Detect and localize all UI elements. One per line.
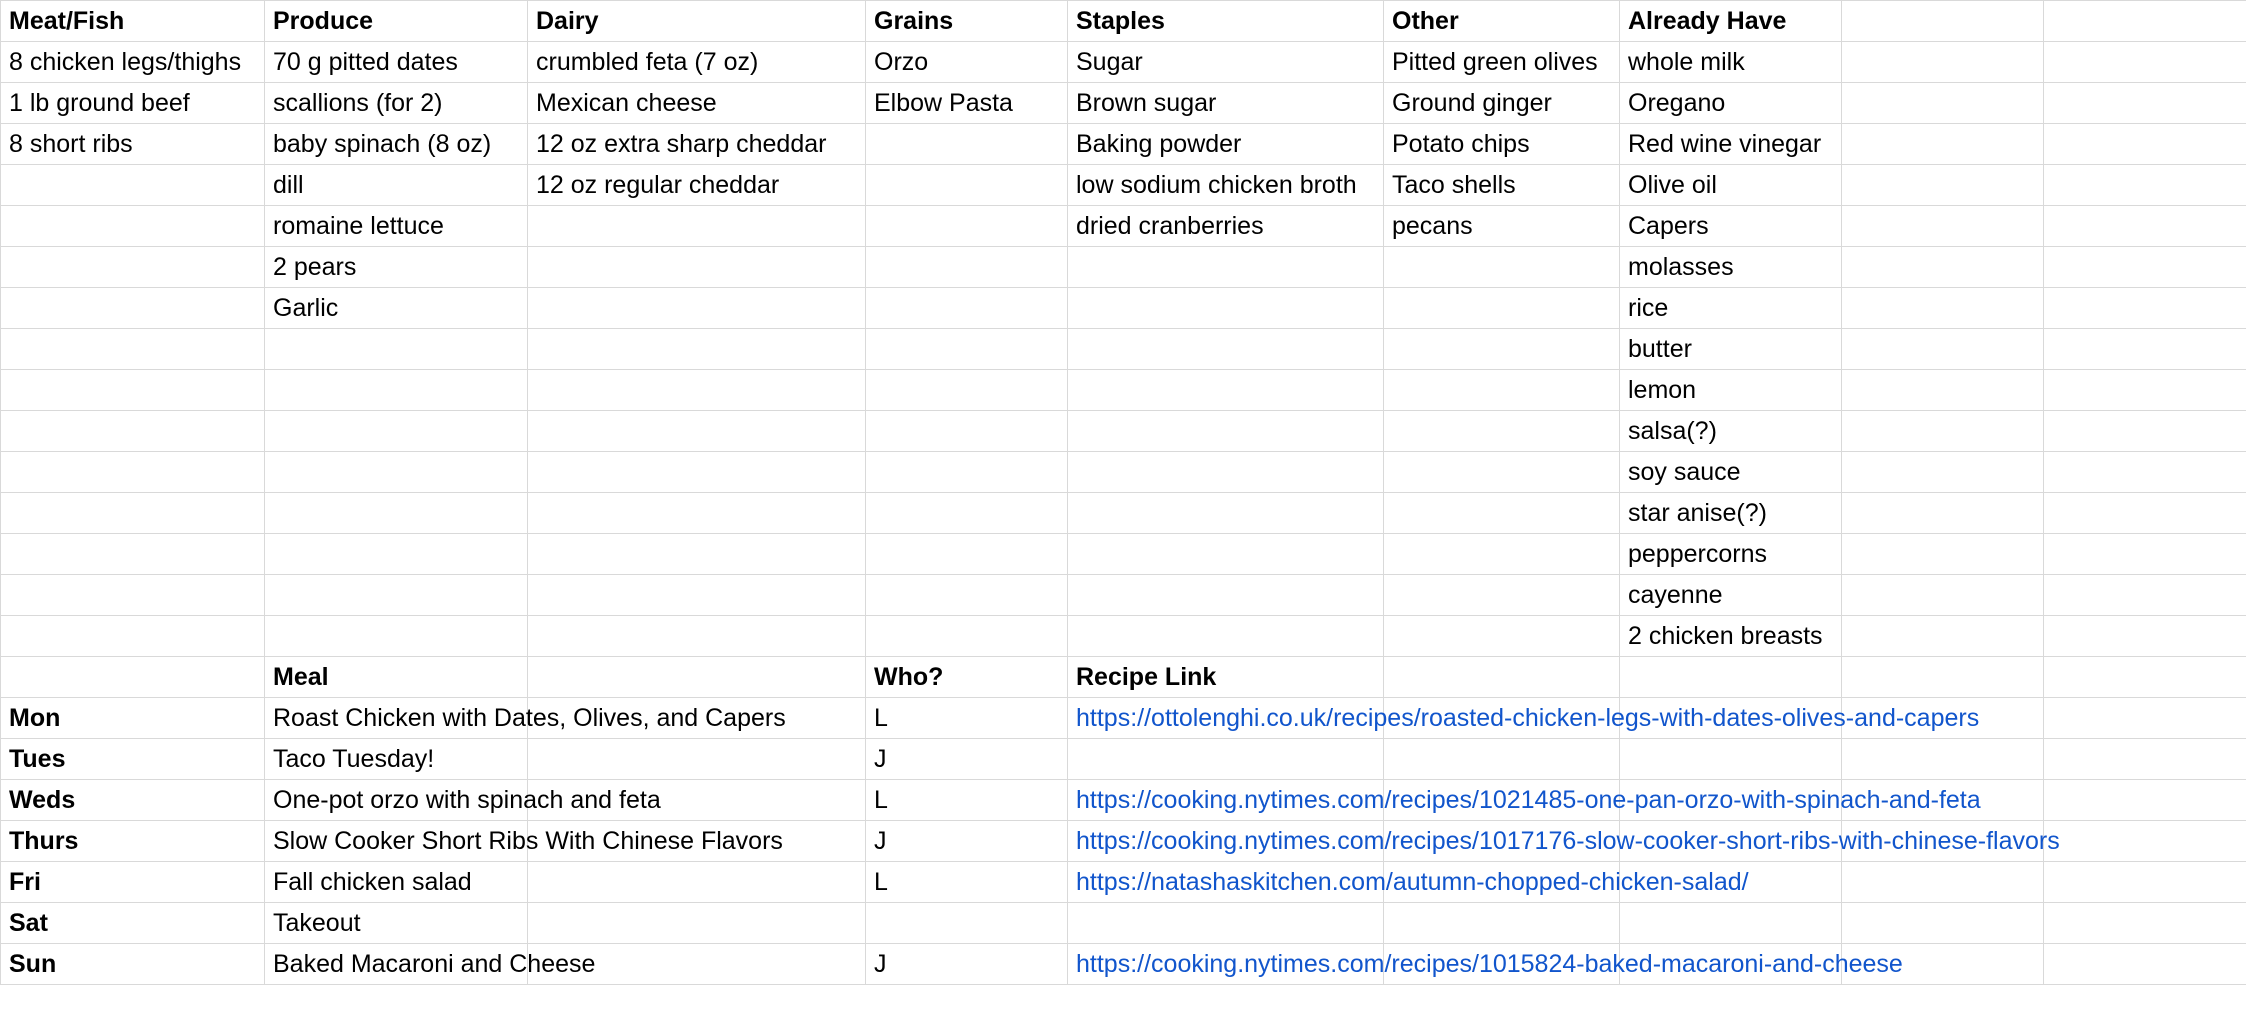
cell-text: One-pot orzo with spinach and feta xyxy=(273,785,661,814)
grocery-cell-staples[interactable] xyxy=(1068,534,1384,575)
grocery-cell-staples[interactable] xyxy=(1068,247,1384,288)
meal-header-blank[interactable] xyxy=(528,657,866,698)
cell-text: Fri xyxy=(9,867,41,896)
grocery-cell-grains[interactable] xyxy=(866,42,1068,83)
meal-day-cell[interactable] xyxy=(1,944,265,985)
cell-text: 8 chicken legs/thighs xyxy=(9,47,242,76)
cell-text: scallions (for 2) xyxy=(273,88,443,117)
grocery-cell-grains[interactable] xyxy=(866,83,1068,124)
grocery-row xyxy=(1,411,2246,452)
header-cell-extra-2[interactable] xyxy=(2044,1,2246,42)
grocery-cell-produce[interactable] xyxy=(265,534,528,575)
grocery-cell-extra-1[interactable] xyxy=(1842,124,2044,165)
meal-blank-cell[interactable] xyxy=(1620,903,1842,944)
grocery-cell-extra-2[interactable] xyxy=(2044,288,2246,329)
cell-text: soy sauce xyxy=(1628,457,1741,486)
grocery-cell-extra-2[interactable] xyxy=(2044,329,2246,370)
grocery-row xyxy=(1,575,2246,616)
grocery-row xyxy=(1,83,2246,124)
cell-text: Ground ginger xyxy=(1392,88,1552,117)
cell-text: dill xyxy=(273,170,304,199)
grocery-cell-produce[interactable] xyxy=(265,575,528,616)
cell-text: Tues xyxy=(9,744,66,773)
grocery-cell-extra-1[interactable] xyxy=(1842,493,2044,534)
grocery-cell-extra-1[interactable] xyxy=(1842,165,2044,206)
grocery-row xyxy=(1,288,2246,329)
grocery-cell-already-have[interactable] xyxy=(1620,206,1842,247)
cell-text: Sun xyxy=(9,949,57,978)
recipe-link[interactable]: https://cooking.nytimes.com/recipes/1015824-baked-macaroni-and-cheese xyxy=(1076,949,1903,978)
grocery-cell-dairy[interactable] xyxy=(528,42,866,83)
cell-text: Dairy xyxy=(536,6,599,35)
cell-text: Mexican cheese xyxy=(536,88,717,117)
grocery-cell-extra-2[interactable] xyxy=(2044,370,2246,411)
grocery-cell-extra-2[interactable] xyxy=(2044,206,2246,247)
meal-name-cell[interactable] xyxy=(265,739,528,780)
grocery-row xyxy=(1,165,2246,206)
cell-text: crumbled feta (7 oz) xyxy=(536,47,759,76)
grocery-cell-grains[interactable] xyxy=(866,452,1068,493)
meal-day-cell[interactable] xyxy=(1,903,265,944)
cell-text: Produce xyxy=(273,6,374,35)
grocery-cell-extra-2[interactable] xyxy=(2044,616,2246,657)
cell-text: Takeout xyxy=(273,908,361,937)
cell-text: Meat/Fish xyxy=(9,6,125,35)
grocery-cell-already-have[interactable] xyxy=(1620,124,1842,165)
grocery-cell-other[interactable] xyxy=(1384,165,1620,206)
cell-text: Pitted green olives xyxy=(1392,47,1598,76)
grocery-cell-staples[interactable] xyxy=(1068,206,1384,247)
grocery-cell-already-have[interactable] xyxy=(1620,247,1842,288)
grocery-cell-meat-fish[interactable] xyxy=(1,493,265,534)
grocery-cell-other[interactable] xyxy=(1384,493,1620,534)
cell-text: Meal xyxy=(273,662,329,691)
meal-blank-cell[interactable] xyxy=(528,862,866,903)
grocery-cell-produce[interactable] xyxy=(265,288,528,329)
grocery-cell-extra-1[interactable] xyxy=(1842,206,2044,247)
grocery-cell-meat-fish[interactable] xyxy=(1,575,265,616)
grocery-cell-extra-2[interactable] xyxy=(2044,42,2246,83)
cell-text: star anise(?) xyxy=(1628,498,1767,527)
grocery-cell-other[interactable] xyxy=(1384,452,1620,493)
grocery-cell-meat-fish[interactable] xyxy=(1,83,265,124)
grocery-cell-dairy[interactable] xyxy=(528,124,866,165)
grocery-row xyxy=(1,452,2246,493)
grocery-cell-staples[interactable] xyxy=(1068,411,1384,452)
grocery-cell-extra-2[interactable] xyxy=(2044,124,2246,165)
grocery-cell-staples[interactable] xyxy=(1068,83,1384,124)
grocery-cell-staples[interactable] xyxy=(1068,575,1384,616)
meal-header-blank[interactable] xyxy=(1842,657,2044,698)
meal-header-row xyxy=(1,657,2246,698)
meal-blank-cell[interactable] xyxy=(1842,903,2044,944)
grocery-cell-meat-fish[interactable] xyxy=(1,329,265,370)
cell-text: Roast Chicken with Dates, Olives, and Capers xyxy=(273,703,786,732)
cell-text: J xyxy=(874,744,887,773)
grocery-cell-grains[interactable] xyxy=(866,124,1068,165)
meal-day-cell[interactable] xyxy=(1,698,265,739)
cell-text: Red wine vinegar xyxy=(1628,129,1822,158)
recipe-link[interactable]: https://natashaskitchen.com/autumn-chopped-chicken-salad/ xyxy=(1076,867,1749,896)
meal-recipe-cell[interactable] xyxy=(1068,862,1749,903)
cell-text: Other xyxy=(1392,6,1459,35)
grocery-cell-extra-1[interactable] xyxy=(1842,452,2044,493)
meal-plan-row xyxy=(1,698,2246,739)
cell-text: 12 oz extra sharp cheddar xyxy=(536,129,827,158)
meal-plan-row xyxy=(1,903,2246,944)
grocery-cell-extra-1[interactable] xyxy=(1842,42,2044,83)
grocery-cell-already-have[interactable] xyxy=(1620,411,1842,452)
meal-who-cell[interactable] xyxy=(866,780,1068,821)
grocery-cell-grains[interactable] xyxy=(866,370,1068,411)
meal-header-blank[interactable] xyxy=(2044,657,2246,698)
grocery-cell-meat-fish[interactable] xyxy=(1,206,265,247)
cell-text: salsa(?) xyxy=(1628,416,1717,445)
grocery-cell-meat-fish[interactable] xyxy=(1,616,265,657)
grocery-cell-other[interactable] xyxy=(1384,247,1620,288)
cell-text: 1 lb ground beef xyxy=(9,88,190,117)
grocery-cell-already-have[interactable] xyxy=(1620,42,1842,83)
cell-text: Taco shells xyxy=(1392,170,1516,199)
cell-text: Orzo xyxy=(874,47,929,76)
meal-who-cell[interactable] xyxy=(866,821,1068,862)
grocery-cell-other[interactable] xyxy=(1384,329,1620,370)
grocery-cell-produce[interactable] xyxy=(265,42,528,83)
grocery-cell-other[interactable] xyxy=(1384,42,1620,83)
meal-recipe-cell[interactable] xyxy=(1068,739,1384,780)
cell-text: 12 oz regular cheddar xyxy=(536,170,780,199)
grocery-cell-produce[interactable] xyxy=(265,206,528,247)
header-cell-dairy[interactable] xyxy=(528,1,866,42)
meal-name-cell[interactable] xyxy=(265,944,596,985)
grocery-row xyxy=(1,616,2246,657)
meal-day-cell[interactable] xyxy=(1,780,265,821)
meal-plan-row xyxy=(1,821,2246,862)
cell-text: L xyxy=(874,785,888,814)
meal-header-blank[interactable] xyxy=(1384,657,1620,698)
cell-text: 70 g pitted dates xyxy=(273,47,458,76)
grocery-cell-grains[interactable] xyxy=(866,288,1068,329)
grocery-cell-extra-2[interactable] xyxy=(2044,534,2246,575)
grocery-cell-extra-1[interactable] xyxy=(1842,411,2044,452)
grocery-cell-dairy[interactable] xyxy=(528,206,866,247)
cell-text: pecans xyxy=(1392,211,1473,240)
grocery-cell-produce[interactable] xyxy=(265,452,528,493)
cell-text: Staples xyxy=(1076,6,1165,35)
cell-text: 8 short ribs xyxy=(9,129,133,158)
meal-blank-cell[interactable] xyxy=(2044,739,2246,780)
grocery-cell-extra-1[interactable] xyxy=(1842,575,2044,616)
grocery-cell-staples[interactable] xyxy=(1068,616,1384,657)
cell-text: Baking powder xyxy=(1076,129,1242,158)
meal-plan-row xyxy=(1,862,2246,903)
grocery-row xyxy=(1,370,2246,411)
cell-text: whole milk xyxy=(1628,47,1745,76)
grocery-cell-grains[interactable] xyxy=(866,493,1068,534)
cell-text: 2 chicken breasts xyxy=(1628,621,1823,650)
cell-text: Sat xyxy=(9,908,48,937)
meal-header-recipe[interactable] xyxy=(1068,657,1384,698)
meal-blank-cell[interactable] xyxy=(2044,821,2246,862)
cell-text: Sugar xyxy=(1076,47,1143,76)
cell-text: J xyxy=(874,826,887,855)
grocery-cell-produce[interactable] xyxy=(265,370,528,411)
meal-recipe-cell[interactable] xyxy=(1068,944,1903,985)
grocery-cell-staples[interactable] xyxy=(1068,329,1384,370)
grocery-cell-dairy[interactable] xyxy=(528,575,866,616)
meal-blank-cell[interactable] xyxy=(1384,903,1620,944)
cell-text: lemon xyxy=(1628,375,1697,404)
cell-text: J xyxy=(874,949,887,978)
grocery-cell-dairy[interactable] xyxy=(528,452,866,493)
meal-who-cell[interactable] xyxy=(866,862,1068,903)
meal-blank-cell[interactable] xyxy=(2044,862,2246,903)
meal-who-cell[interactable] xyxy=(866,944,1068,985)
grocery-cell-dairy[interactable] xyxy=(528,616,866,657)
grocery-cell-meat-fish[interactable] xyxy=(1,124,265,165)
grocery-cell-extra-2[interactable] xyxy=(2044,247,2246,288)
grocery-cell-produce[interactable] xyxy=(265,493,528,534)
cell-text: Potato chips xyxy=(1392,129,1530,158)
grocery-cell-extra-1[interactable] xyxy=(1842,534,2044,575)
grocery-cell-dairy[interactable] xyxy=(528,165,866,206)
grocery-cell-grains[interactable] xyxy=(866,206,1068,247)
recipe-link[interactable]: https://cooking.nytimes.com/recipes/1017176-slow-cooker-short-ribs-with-chinese-flavors xyxy=(1076,826,2060,855)
recipe-link[interactable]: https://cooking.nytimes.com/recipes/1021485-one-pan-orzo-with-spinach-and-feta xyxy=(1076,785,1981,814)
grocery-cell-grains[interactable] xyxy=(866,575,1068,616)
cell-text: Mon xyxy=(9,703,61,732)
grocery-cell-meat-fish[interactable] xyxy=(1,42,265,83)
grocery-cell-dairy[interactable] xyxy=(528,83,866,124)
grocery-cell-staples[interactable] xyxy=(1068,452,1384,493)
meal-name-cell[interactable] xyxy=(265,698,786,739)
grocery-cell-grains[interactable] xyxy=(866,534,1068,575)
grocery-cell-dairy[interactable] xyxy=(528,411,866,452)
grocery-cell-extra-2[interactable] xyxy=(2044,452,2246,493)
grocery-cell-staples[interactable] xyxy=(1068,370,1384,411)
meal-blank-cell[interactable] xyxy=(1842,739,2044,780)
meal-name-cell[interactable] xyxy=(265,821,783,862)
grocery-cell-produce[interactable] xyxy=(265,247,528,288)
cell-text: Slow Cooker Short Ribs With Chinese Flavors xyxy=(273,826,783,855)
grocery-row xyxy=(1,493,2246,534)
grocery-cell-produce[interactable] xyxy=(265,83,528,124)
cell-text: romaine lettuce xyxy=(273,211,444,240)
grocery-row xyxy=(1,534,2246,575)
grocery-cell-other[interactable] xyxy=(1384,411,1620,452)
grocery-cell-grains[interactable] xyxy=(866,616,1068,657)
grocery-cell-dairy[interactable] xyxy=(528,534,866,575)
recipe-link[interactable]: https://ottolenghi.co.uk/recipes/roasted-chicken-legs-with-dates-olives-and-capers xyxy=(1076,703,1980,732)
header-cell-produce[interactable] xyxy=(265,1,528,42)
meal-blank-cell[interactable] xyxy=(2044,698,2246,739)
header-cell-extra-1[interactable] xyxy=(1842,1,2044,42)
meal-blank-cell[interactable] xyxy=(2044,780,2246,821)
meal-blank-cell[interactable] xyxy=(1620,739,1842,780)
cell-text: Recipe Link xyxy=(1076,662,1217,691)
grocery-cell-staples[interactable] xyxy=(1068,124,1384,165)
meal-blank-cell[interactable] xyxy=(528,903,866,944)
grocery-cell-produce[interactable] xyxy=(265,329,528,370)
grocery-row xyxy=(1,206,2246,247)
grocery-row xyxy=(1,329,2246,370)
cell-text: molasses xyxy=(1628,252,1734,281)
meal-plan-row xyxy=(1,739,2246,780)
grocery-cell-dairy[interactable] xyxy=(528,370,866,411)
grocery-cell-meat-fish[interactable] xyxy=(1,247,265,288)
cell-text: Capers xyxy=(1628,211,1709,240)
header-cell-already-have[interactable] xyxy=(1620,1,1842,42)
grocery-cell-grains[interactable] xyxy=(866,165,1068,206)
grocery-row xyxy=(1,124,2246,165)
grocery-cell-extra-1[interactable] xyxy=(1842,329,2044,370)
grocery-cell-other[interactable] xyxy=(1384,124,1620,165)
grocery-cell-already-have[interactable] xyxy=(1620,329,1842,370)
header-cell-staples[interactable] xyxy=(1068,1,1384,42)
grocery-row xyxy=(1,42,2246,83)
grocery-cell-produce[interactable] xyxy=(265,165,528,206)
meal-recipe-cell[interactable] xyxy=(1068,821,2060,862)
cell-text: 2 pears xyxy=(273,252,357,281)
meal-header-blank[interactable] xyxy=(1620,657,1842,698)
meal-name-cell[interactable] xyxy=(265,903,528,944)
grocery-cell-already-have[interactable] xyxy=(1620,370,1842,411)
meal-header-who[interactable] xyxy=(866,657,1068,698)
meal-header-meal[interactable] xyxy=(265,657,528,698)
meal-who-cell[interactable] xyxy=(866,739,1068,780)
meal-plan-row xyxy=(1,944,2246,985)
cell-text: Taco Tuesday! xyxy=(273,744,435,773)
meal-blank-cell[interactable] xyxy=(1842,862,2044,903)
grocery-cell-other[interactable] xyxy=(1384,288,1620,329)
meal-name-cell[interactable] xyxy=(265,862,528,903)
grocery-cell-other[interactable] xyxy=(1384,206,1620,247)
meal-blank-cell[interactable] xyxy=(2044,944,2246,985)
grocery-cell-grains[interactable] xyxy=(866,411,1068,452)
grocery-cell-other[interactable] xyxy=(1384,83,1620,124)
cell-text: Who? xyxy=(874,662,944,691)
grocery-cell-other[interactable] xyxy=(1384,575,1620,616)
grocery-cell-already-have[interactable] xyxy=(1620,534,1842,575)
grocery-cell-meat-fish[interactable] xyxy=(1,288,265,329)
meal-day-cell[interactable] xyxy=(1,862,265,903)
meal-recipe-cell[interactable] xyxy=(1068,698,1980,739)
grocery-cell-grains[interactable] xyxy=(866,247,1068,288)
grocery-cell-grains[interactable] xyxy=(866,329,1068,370)
grocery-cell-meat-fish[interactable] xyxy=(1,452,265,493)
cell-text: Fall chicken salad xyxy=(273,867,472,896)
grocery-cell-already-have[interactable] xyxy=(1620,165,1842,206)
grocery-cell-meat-fish[interactable] xyxy=(1,165,265,206)
grocery-cell-meat-fish[interactable] xyxy=(1,534,265,575)
grocery-cell-already-have[interactable] xyxy=(1620,83,1842,124)
grocery-cell-dairy[interactable] xyxy=(528,329,866,370)
grocery-cell-extra-2[interactable] xyxy=(2044,575,2246,616)
grocery-cell-extra-1[interactable] xyxy=(1842,370,2044,411)
grocery-cell-dairy[interactable] xyxy=(528,493,866,534)
cell-text: rice xyxy=(1628,293,1669,322)
grocery-cell-already-have[interactable] xyxy=(1620,493,1842,534)
grocery-cell-produce[interactable] xyxy=(265,616,528,657)
grocery-cell-staples[interactable] xyxy=(1068,493,1384,534)
cell-text: dried cranberries xyxy=(1076,211,1264,240)
grocery-cell-other[interactable] xyxy=(1384,370,1620,411)
grocery-cell-produce[interactable] xyxy=(265,124,528,165)
grocery-cell-extra-2[interactable] xyxy=(2044,165,2246,206)
meal-day-cell[interactable] xyxy=(1,821,265,862)
cell-text: L xyxy=(874,703,888,732)
grocery-cell-other[interactable] xyxy=(1384,534,1620,575)
grocery-cell-extra-2[interactable] xyxy=(2044,83,2246,124)
header-cell-meat-fish[interactable] xyxy=(1,1,265,42)
cell-text: Olive oil xyxy=(1628,170,1717,199)
grocery-cell-already-have[interactable] xyxy=(1620,452,1842,493)
cell-text: Baked Macaroni and Cheese xyxy=(273,949,596,978)
grocery-cell-dairy[interactable] xyxy=(528,288,866,329)
grocery-row xyxy=(1,247,2246,288)
meal-recipe-cell[interactable] xyxy=(1068,780,1981,821)
grocery-cell-staples[interactable] xyxy=(1068,42,1384,83)
category-header-row xyxy=(1,1,2246,42)
meal-who-cell[interactable] xyxy=(866,903,1068,944)
cell-text: baby spinach (8 oz) xyxy=(273,129,492,158)
cell-text: cayenne xyxy=(1628,580,1723,609)
cell-text: low sodium chicken broth xyxy=(1076,170,1357,199)
meal-plan-row xyxy=(1,780,2246,821)
grocery-cell-already-have[interactable] xyxy=(1620,616,1842,657)
cell-text: peppercorns xyxy=(1628,539,1767,568)
grocery-cell-already-have[interactable] xyxy=(1620,575,1842,616)
meal-blank-cell[interactable] xyxy=(2044,903,2246,944)
grocery-cell-other[interactable] xyxy=(1384,616,1620,657)
grocery-cell-dairy[interactable] xyxy=(528,247,866,288)
header-cell-grains[interactable] xyxy=(866,1,1068,42)
meal-blank-cell[interactable] xyxy=(1384,739,1620,780)
grocery-cell-extra-1[interactable] xyxy=(1842,616,2044,657)
grocery-cell-extra-1[interactable] xyxy=(1842,247,2044,288)
grocery-cell-extra-2[interactable] xyxy=(2044,493,2246,534)
grocery-cell-meat-fish[interactable] xyxy=(1,370,265,411)
meal-recipe-cell[interactable] xyxy=(1068,903,1384,944)
cell-text: Already Have xyxy=(1628,6,1787,35)
cell-text: butter xyxy=(1628,334,1692,363)
cell-text: Oregano xyxy=(1628,88,1726,117)
grocery-cell-extra-1[interactable] xyxy=(1842,83,2044,124)
cell-text: Thurs xyxy=(9,826,79,855)
cell-text: Grains xyxy=(874,6,954,35)
cell-text: Brown sugar xyxy=(1076,88,1217,117)
cell-text: Elbow Pasta xyxy=(874,88,1013,117)
header-cell-other[interactable] xyxy=(1384,1,1620,42)
cell-text: Garlic xyxy=(273,293,339,322)
grocery-cell-staples[interactable] xyxy=(1068,288,1384,329)
meal-header-day[interactable] xyxy=(1,657,265,698)
grocery-cell-already-have[interactable] xyxy=(1620,288,1842,329)
grocery-cell-extra-2[interactable] xyxy=(2044,411,2246,452)
meal-blank-cell[interactable] xyxy=(528,739,866,780)
cell-text: Weds xyxy=(9,785,76,814)
grocery-cell-meat-fish[interactable] xyxy=(1,411,265,452)
cell-text: L xyxy=(874,867,888,896)
grocery-cell-staples[interactable] xyxy=(1068,165,1384,206)
meal-who-cell[interactable] xyxy=(866,698,1068,739)
meal-day-cell[interactable] xyxy=(1,739,265,780)
grocery-cell-produce[interactable] xyxy=(265,411,528,452)
meal-name-cell[interactable] xyxy=(265,780,661,821)
grocery-cell-extra-1[interactable] xyxy=(1842,288,2044,329)
